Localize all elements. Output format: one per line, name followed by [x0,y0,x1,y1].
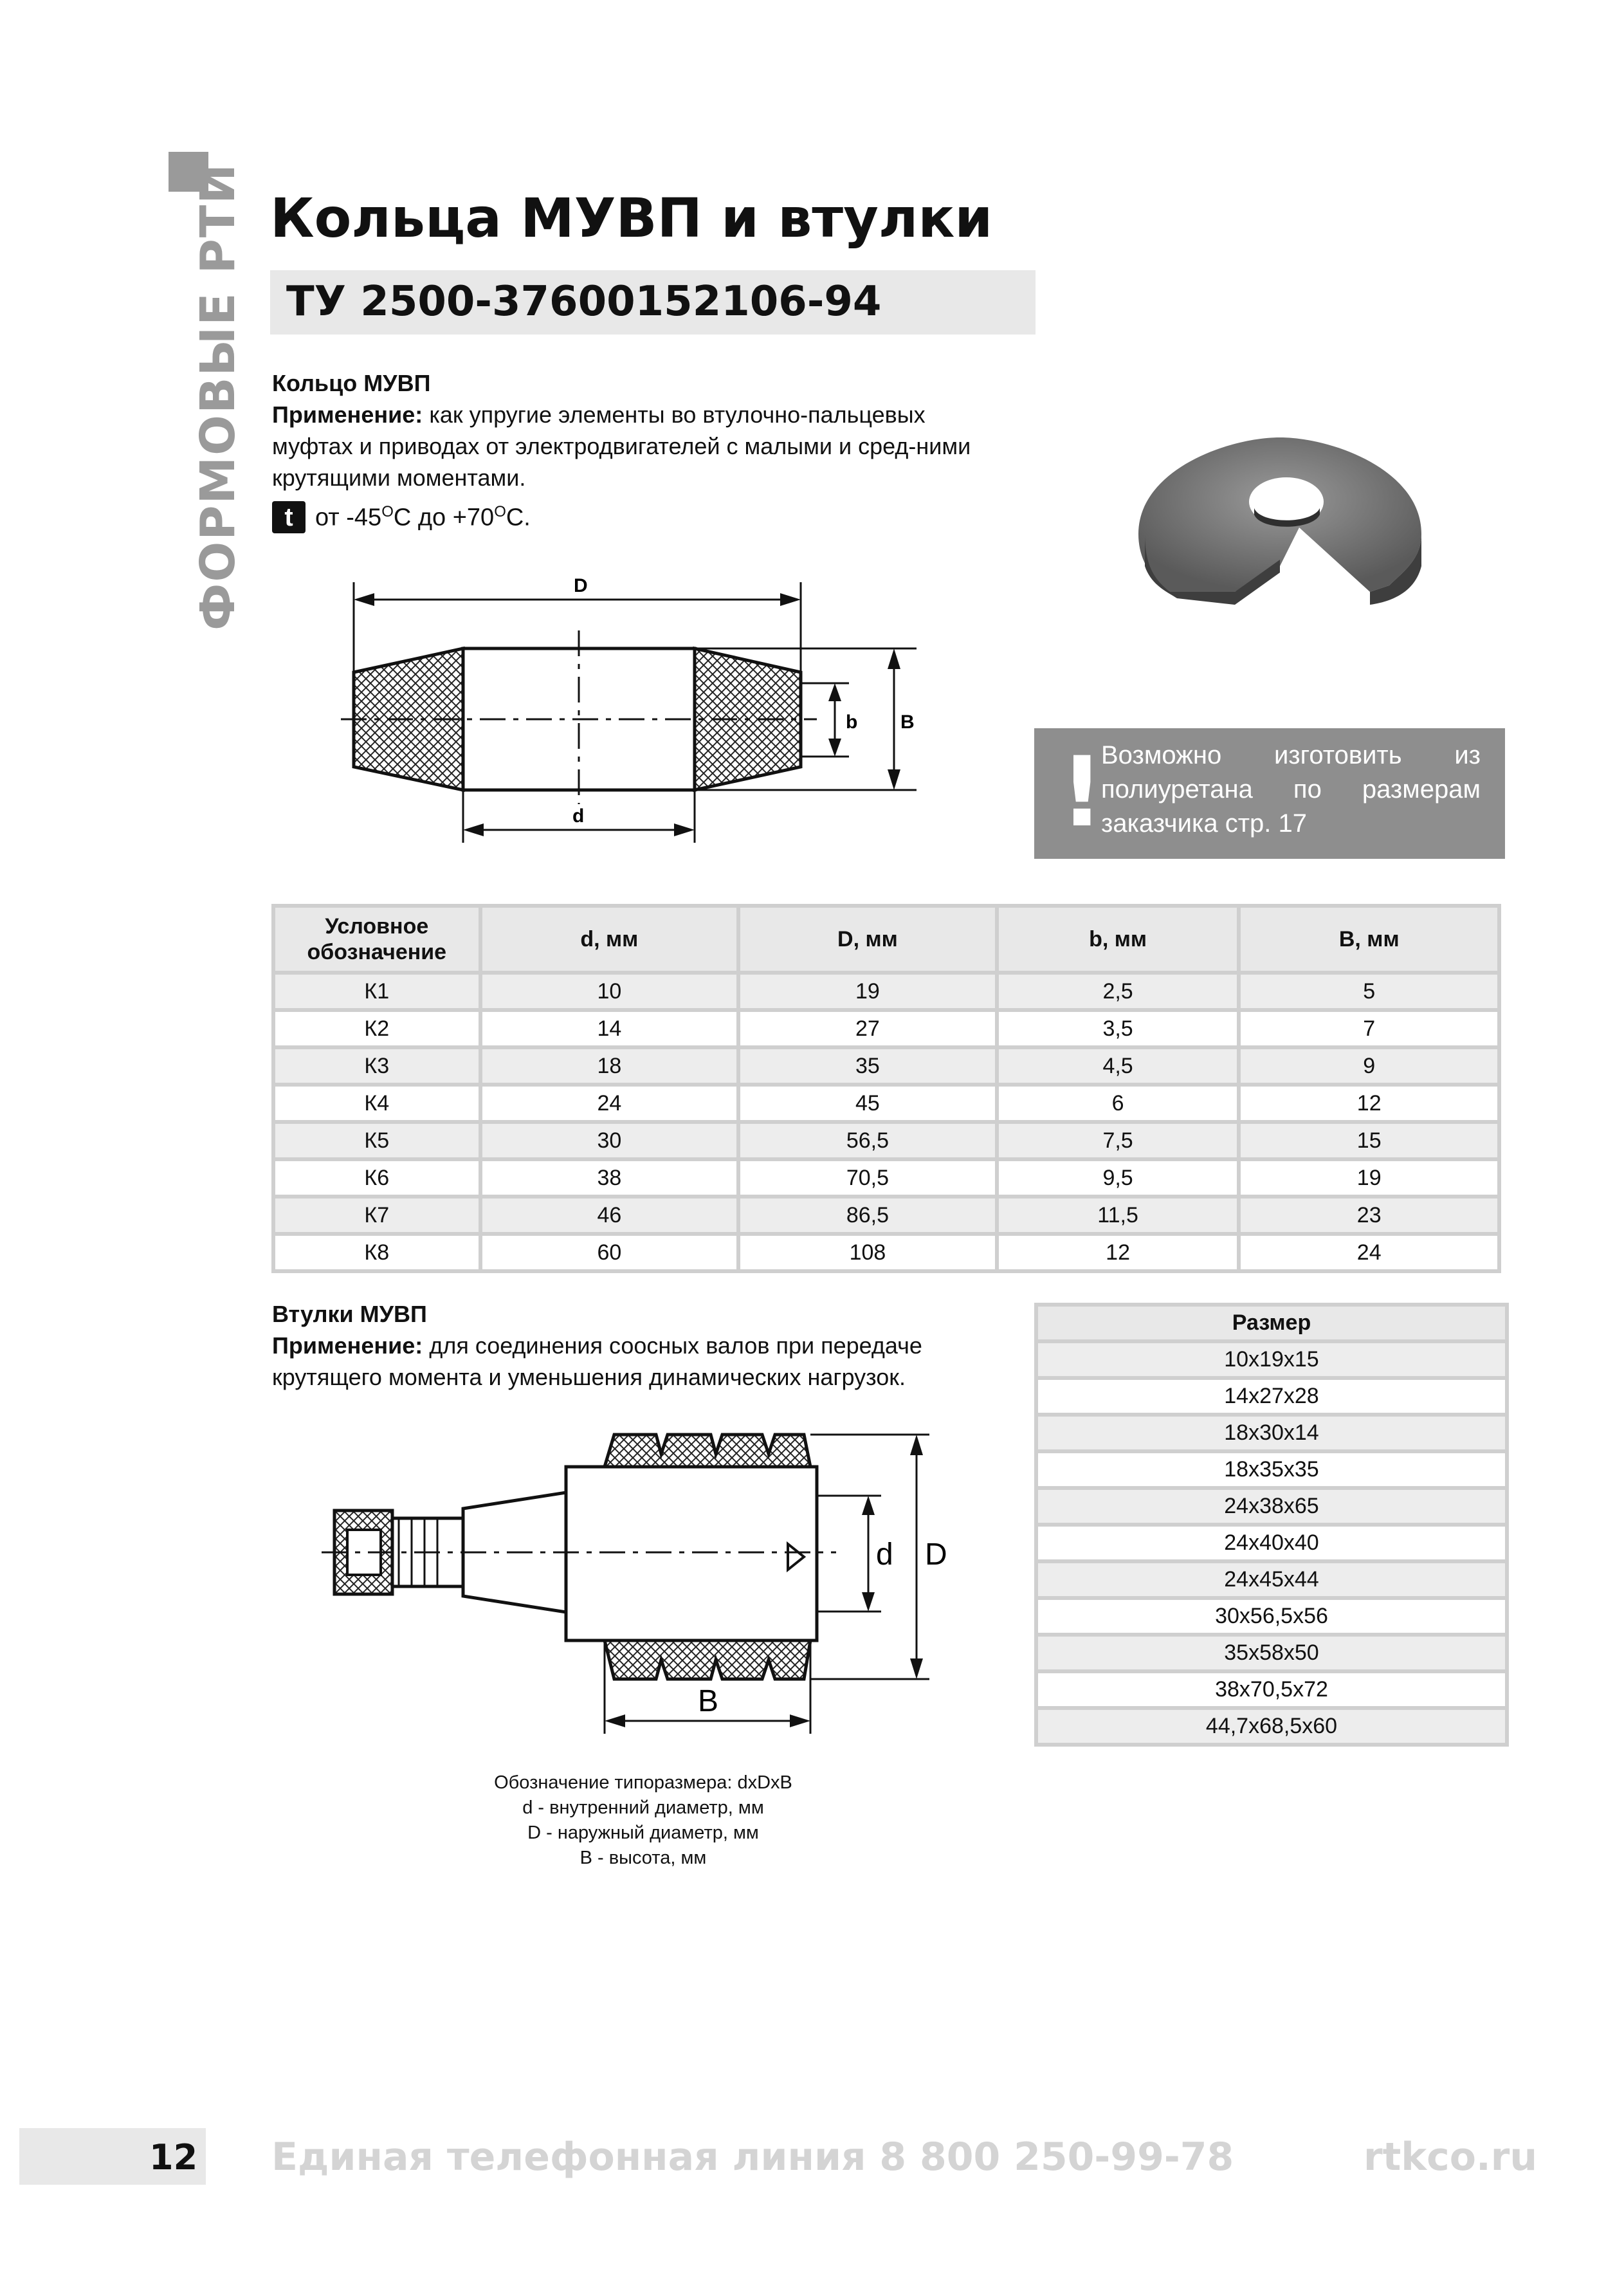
tu-spec: ТУ 2500-37600152106-94 [286,278,882,326]
table-row: К6 38 70,5 9,5 19 [273,1159,1499,1197]
col-D: D, мм [738,906,997,973]
footer-phone: Единая телефонная линия 8 800 250-99-78 [271,2135,1234,2180]
bush-heading: Втулки МУВП [272,1301,427,1327]
legend-line: d - внутренний диаметр, мм [522,1797,764,1818]
table-row: 24x45x44 [1036,1561,1507,1598]
label-B: B [900,712,915,733]
ring-dimensions-table [271,904,1501,1273]
exclamation-icon: ! [1060,737,1104,849]
bush-application-label: Применение: [272,1332,423,1359]
col-B: В, мм [1239,906,1499,973]
table-row: 24x40x40 [1036,1525,1507,1561]
bush-body [566,1467,817,1640]
ring-application [272,399,996,493]
table-row: К7 46 86,5 11,5 23 [273,1197,1499,1234]
table-row: 24x38x65 [1036,1488,1507,1525]
label-D: D [574,575,588,596]
table-row: 10x19x15 [1036,1341,1507,1378]
table-row: К2 14 27 3,5 7 [273,1010,1499,1047]
table-row: 18x35x35 [1036,1451,1507,1488]
col-b: b, мм [997,906,1239,973]
table-row: К3 18 35 4,5 9 [273,1047,1499,1085]
bush-label-D: D [925,1538,947,1572]
legend-line: D - наружный диаметр, мм [527,1823,759,1843]
ring-application-text: как упругие элементы во втулочно-пальцевых муфтах и приводах от электродвигателей с малыми и сред-ними крутящими моментами. [272,401,971,491]
table-row: 38x70,5x72 [1036,1671,1507,1708]
ring-application-label: Применение: [272,401,423,428]
table-row: К1 10 19 2,5 5 [273,973,1499,1010]
temperature-range: от $-45^OС$ до $+70^OС$. [315,503,531,531]
custom-order-note-text: Возможно изготовить из полиуретана по размерам заказчика стр. 17 [1101,741,1481,838]
col-d: d, мм [480,906,739,973]
bush-drawing [309,1422,978,1743]
table-row: 44,7x68,5x60 [1036,1708,1507,1745]
legend-line: B - высота, мм [579,1848,707,1868]
col-designation: Условное обозначение [273,906,480,973]
col-size: Размер [1036,1305,1507,1341]
bush-application-text: для соединения соосных валов при передаче крутящего момента и уменьшения динамических нагрузок. [272,1332,922,1390]
temperature-icon: t [272,501,306,533]
table-row: 35x58x50 [1036,1635,1507,1671]
label-d: d [572,805,585,827]
section-side-label: ФОРМОВЫЕ РТИ [190,162,246,630]
bush-label-B: B [698,1684,719,1718]
bush-size-table [1034,1303,1509,1747]
bush-application [272,1330,999,1393]
label-b: b [846,712,858,733]
ring-photo [1068,399,1492,669]
table-row: 14x27x28 [1036,1378,1507,1415]
table-row: К4 24 45 6 12 [273,1085,1499,1122]
ring-drawing [334,566,926,856]
ring-heading: Кольцо МУВП [272,370,431,396]
legend-line: Обозначение типоразмера: dxDxB [494,1772,792,1793]
table-row: 30x56,5x56 [1036,1598,1507,1635]
table-row: К5 30 56,5 7,5 15 [273,1122,1499,1159]
table-row: 18x30x14 [1036,1415,1507,1451]
table-row: К8 60 108 12 24 [273,1234,1499,1271]
footer-website[interactable]: rtkco.ru [1364,2135,1538,2180]
page-title: Кольца МУВП и втулки [270,187,993,250]
bush-label-d: d [876,1538,893,1572]
size-legend [450,1770,836,1871]
page-number: 12 [149,2137,198,2178]
